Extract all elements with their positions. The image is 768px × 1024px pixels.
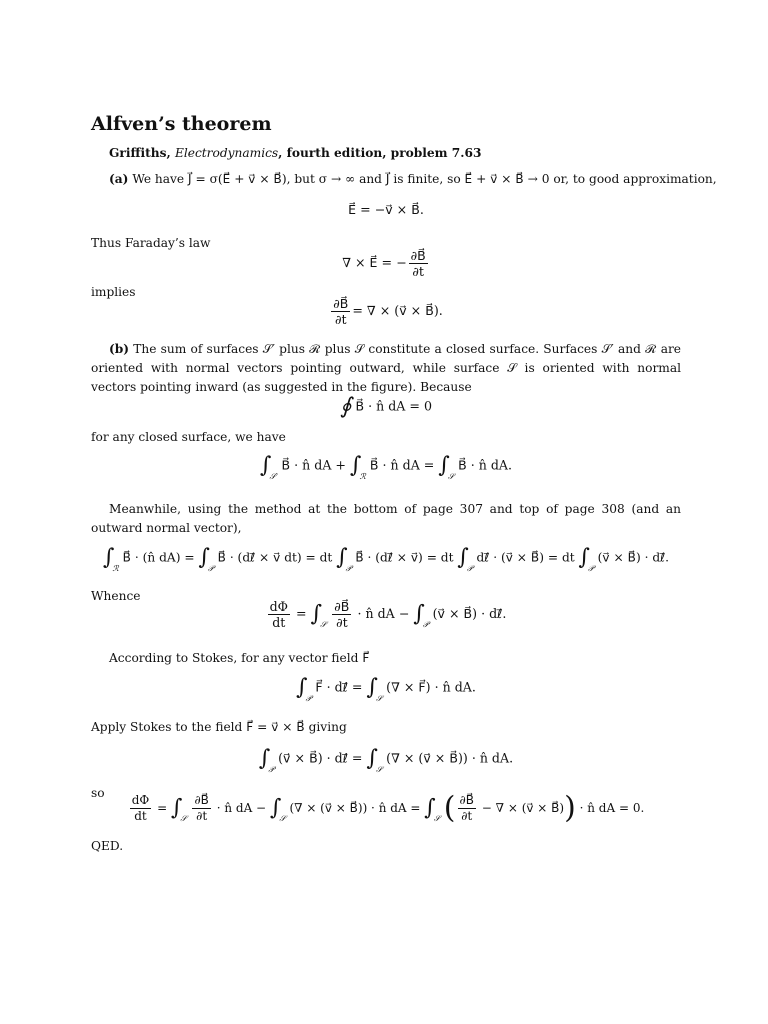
induction-den: ∂t xyxy=(335,312,347,327)
integral-icon: ∫ xyxy=(102,545,115,570)
subtitle-rest: , fourth edition, problem 7.63 xyxy=(278,146,482,160)
integral-icon: ∫ xyxy=(198,545,210,570)
equation-flux-sum xyxy=(91,455,681,482)
sub-s: 𝒮 xyxy=(375,764,383,774)
induction-fraction xyxy=(331,296,350,327)
sub-s-prime: 𝒮′ xyxy=(269,471,278,481)
subtitle xyxy=(109,144,482,162)
sub-p: 𝒫 xyxy=(588,563,594,573)
part-b-label: (b) xyxy=(109,342,130,356)
dphi-fraction xyxy=(268,599,290,630)
faraday-den: ∂t xyxy=(412,264,424,279)
final-inner: − ∇ × (v⃗ × B⃗) xyxy=(481,801,565,815)
meanwhile-paragraph: Meanwhile, using the method at the bottom of page 307 and top of page 308 (and an outward normal vector), xyxy=(91,502,681,535)
final-end: · n̂ dA = 0. xyxy=(579,801,645,815)
integral-icon: ∫ xyxy=(366,675,378,700)
integral-icon: ∫ xyxy=(413,601,425,627)
integral-icon: ∫ xyxy=(269,795,282,821)
ribbon-c: B⃗ · (dℓ⃗ × v⃗) = dt xyxy=(355,550,454,565)
closed-surface-text: B⃗ · n̂ dA = 0 xyxy=(355,398,432,414)
subtitle-book: Electrodynamics xyxy=(174,146,279,160)
so-text: so xyxy=(91,786,105,800)
sub-s: 𝒮 xyxy=(433,814,440,823)
equation-stokes xyxy=(91,677,681,704)
sub-s: 𝒮 xyxy=(375,693,383,703)
final-inner-num: ∂B⃗ xyxy=(459,793,474,807)
equation-flux-rate xyxy=(91,599,681,630)
ribbon-d: dℓ⃗ · (v⃗ × B⃗) = dt xyxy=(476,550,575,565)
equation-ribbon xyxy=(91,547,681,574)
dbdt-den: ∂t xyxy=(336,615,348,630)
equation-faraday xyxy=(91,248,681,279)
part-b-paragraph xyxy=(91,340,681,397)
equation-final xyxy=(91,790,681,826)
equation-e-field-text: E⃗ = −v⃗ × B⃗. xyxy=(348,202,424,217)
apply-stokes-text: Apply Stokes to the field F⃗ = v⃗ × B⃗ giving xyxy=(91,720,347,734)
final-dphi-num: dΦ xyxy=(131,793,150,807)
stokes-intro: According to Stokes, for any vector field F⃗ xyxy=(109,651,370,665)
stokes-applied-a: (v⃗ × B⃗) · dℓ⃗ = xyxy=(278,750,363,766)
part-a-label: (a) xyxy=(109,172,129,186)
dphi-num: dΦ xyxy=(269,599,289,614)
integral-icon: ∫ xyxy=(258,746,271,771)
ribbon-a: B⃗ · (n̂ dA) = xyxy=(122,550,195,565)
flux-sum-c: B⃗ · n̂ dA. xyxy=(458,457,512,473)
ribbon-e: (v⃗ × B⃗) · dℓ⃗. xyxy=(597,550,670,565)
integral-icon: ∫ xyxy=(170,795,183,821)
integral-icon: ∫ xyxy=(457,545,469,570)
induction-rhs: = ∇ × (v⃗ × B⃗). xyxy=(352,303,443,318)
flux-sum-b: B⃗ · n̂ dA = xyxy=(369,457,435,473)
faraday-num: ∂B⃗ xyxy=(410,248,426,263)
final-dphi-fraction xyxy=(130,793,152,824)
contour-integral-icon: ∮ xyxy=(340,394,352,419)
closed-surface-intro: for any closed surface, we have xyxy=(91,430,286,444)
dbdt-num: ∂B⃗ xyxy=(334,599,350,614)
ribbon-b: B⃗ · (dℓ⃗ × v⃗ dt) = dt xyxy=(217,550,333,565)
integral-icon: ∫ xyxy=(578,545,590,570)
sub-p: 𝒫 xyxy=(268,764,275,774)
sub-s: 𝒮 xyxy=(447,471,455,481)
faraday-fraction xyxy=(409,248,428,279)
equation-closed-surface xyxy=(91,396,681,418)
part-b-text: The sum of surfaces 𝒮′ plus ℛ plus 𝒮 constitute a closed surface. Surfaces 𝒮′ and ℛ are oriented with normal vectors pointing outward, while surface 𝒮 is oriented with normal vectors pointing inward (as suggested in the figure). Because xyxy=(91,342,681,394)
equation-stokes-applied xyxy=(91,748,681,775)
integral-icon: ∫ xyxy=(310,601,323,627)
final-mid2: (∇ × (v⃗ × B⃗)) · n̂ dA = xyxy=(289,801,421,815)
left-paren-icon: ( xyxy=(443,790,456,826)
dphi-den: dt xyxy=(272,615,286,630)
equation-e-field xyxy=(91,202,681,217)
right-paren-icon: ) xyxy=(564,790,576,826)
subtitle-lead: Griffiths, xyxy=(109,146,175,160)
equation-induction xyxy=(91,296,681,327)
integral-icon: ∫ xyxy=(424,795,436,821)
sub-p: 𝒫 xyxy=(305,693,312,703)
final-mid1: · n̂ dA − xyxy=(216,801,267,815)
integral-icon: ∫ xyxy=(366,746,378,771)
flux-sum-a: B⃗ · n̂ dA + xyxy=(281,457,346,473)
faraday-intro: Thus Faraday’s law xyxy=(91,236,211,250)
flux-rate-equals: = xyxy=(296,606,307,621)
stokes-b: (∇ × F⃗) · n̂ dA. xyxy=(386,679,476,695)
final-inner-den: ∂t xyxy=(461,809,473,823)
sub-s: 𝒮 xyxy=(279,814,286,823)
implies-text: implies xyxy=(91,285,136,299)
stokes-applied-b: (∇ × (v⃗ × B⃗)) · n̂ dA. xyxy=(386,750,514,766)
final-inner-fraction xyxy=(458,793,476,824)
integral-icon: ∫ xyxy=(260,453,272,478)
final-dbdt-fraction xyxy=(192,793,210,824)
stokes-a: F⃗ · dℓ⃗ = xyxy=(315,679,363,695)
faraday-lhs: ∇ × E⃗ = − xyxy=(342,255,407,270)
sub-p: 𝒫 xyxy=(422,620,429,629)
final-dbdt-den: ∂t xyxy=(196,809,208,823)
dbdt-fraction xyxy=(332,599,351,630)
integral-icon: ∫ xyxy=(296,675,308,700)
integral-icon: ∫ xyxy=(336,545,348,570)
flux-rate-mid: · n̂ dA − xyxy=(357,606,410,621)
integral-icon: ∫ xyxy=(350,453,362,478)
sub-s: 𝒮 xyxy=(180,814,187,823)
sub-r: ℛ xyxy=(112,563,119,573)
sub-s: 𝒮 xyxy=(320,620,327,629)
final-dphi-den: dt xyxy=(134,809,147,823)
induction-num: ∂B⃗ xyxy=(333,296,349,311)
whence-text: Whence xyxy=(91,589,141,603)
integral-icon: ∫ xyxy=(438,453,450,478)
sub-p: 𝒫 xyxy=(207,563,214,573)
final-equals: = xyxy=(157,801,168,815)
flux-rate-end: (v⃗ × B⃗) · dℓ⃗. xyxy=(432,606,507,621)
sub-p: 𝒫 xyxy=(345,563,352,573)
sub-p: 𝒫 xyxy=(466,563,473,573)
final-dbdt-num: ∂B⃗ xyxy=(194,793,209,807)
part-a-paragraph xyxy=(109,170,717,188)
sub-r: ℛ xyxy=(359,471,366,481)
qed-text: QED. xyxy=(91,839,124,853)
part-a-text: We have J⃗ = σ(E⃗ + v⃗ × B⃗), but σ → ∞ and J⃗ is finite, so E⃗ + v⃗ × B⃗ → 0 or, to good approximation, xyxy=(132,172,717,186)
page-title: Alfven’s theorem xyxy=(91,113,272,135)
